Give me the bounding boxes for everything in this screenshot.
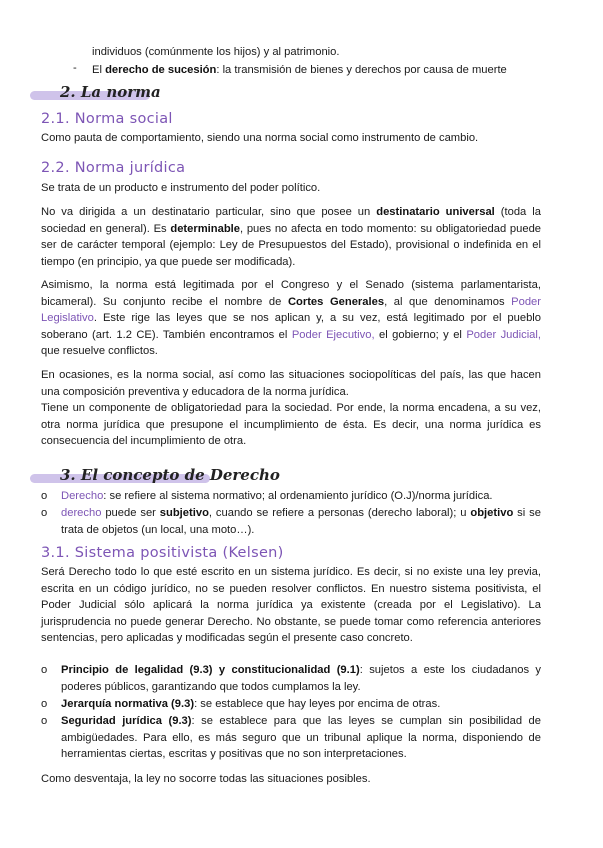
bullet-mark: o — [41, 507, 48, 519]
sucesion-item: El derecho de sucesión: la transmisión de bienes y derechos por causa de muerte — [92, 64, 507, 76]
paragraph-positivista: Será Derecho todo lo que esté escrito en un sistema jurídico. Es decir, si no existe una ley previa, escrita en un código jurídico, no se pueden resolver conflictos. En nuestro sistema positivista, el Poder Judicial sólo aplicará la norma jurídica ya existente (creada por el Legislativo). La jurisprudencia no puede generar Derecho. No obstante, se puede tomar como referencia anteriores sentencias, pero aplicadas y modificadas según el presente caso concreto. — [41, 566, 541, 645]
bullet-mark: o — [41, 664, 48, 676]
continuation-line: individuos (comúnmente los hijos) y al patrimonio. — [92, 46, 340, 58]
bullet-derecho: o Derecho: se refiere al sistema normativo; al ordenamiento jurídico (O.J)/norma jurídica. — [41, 488, 541, 505]
paragraph-norma-social: Como pauta de comportamiento, siendo una norma social como instrumento de cambio. — [41, 132, 479, 144]
paragraph-destinatario: No va dirigida a un destinatario particular, sino que posee un destinatario universal (toda la sociedad en general). Es determinable, pues no afecta en todo momento: su obligatoriedad puede ser de carácter temporal (ejemplo: Ley de Presupuestos del Estado), provisional o indefinida en el tiempo (en principio, ya que puede ser modificada). — [41, 206, 542, 268]
bullet-mark: o — [41, 490, 48, 502]
subheading-3-1: 3.1. Sistema positivista (Kelsen) — [41, 545, 284, 561]
dash-bullet: - — [73, 62, 77, 74]
bullet-mark: o — [41, 698, 48, 710]
subheading-2-1: 2.1. Norma social — [41, 111, 173, 127]
poder-legislativo: Poder Legislativo — [41, 295, 541, 325]
paragraph-intro: Se trata de un producto e instrumento del poder político. — [41, 182, 321, 194]
principle-legalidad: o Principio de legalidad (9.3) y constitucionalidad (9.1): sujetos a este los ciudadanos y poderes públicos, garantizando que todos cumplamos la ley. — [41, 664, 541, 693]
poder-ejecutivo: Poder Ejecutivo, — [291, 328, 375, 341]
bullet-derecho-subjetivo: o derecho puede ser subjetivo, cuando se refiere a personas (derecho laboral); u objetivo si se trata de objetos (un local, una moto…). — [41, 507, 541, 536]
paragraph-obligatoriedad: Tiene un componente de obligatoriedad para la sociedad. Por ende, la norma encadena, a su vez, otra norma jurídica que presupone el incumplimiento de ésta. Es decir, una norma jurídica es consecuencia del incumplimiento de otra. — [41, 402, 541, 448]
principle-seguridad: o Seguridad jurídica (9.3): se establece para que las leyes se cumplan sin posibilidad de ambigüedades. Para ello, es más seguro que un tribunal aplique la norma, disponiendo de herramientas ciertas, escritas y positivas que no son interpretaciones. — [41, 715, 541, 761]
poder-judicial: Poder Judicial, — [466, 328, 541, 341]
paragraph-poderes: Asimismo, la norma está legitimada por el Congreso y el Senado (sistema parlamentarista, bicameral). Su conjunto recibe el nombre de Cortes Generales, al que denominamos Poder Legislativo. Este rige las leyes que se nos aplican y, a su vez, está legitimado por el pueblo soberano (art. 1.2 CE). También encontramos el Poder Ejecutivo, el gobierno; y el Poder Judicial, que resuelve conflictos. — [41, 279, 541, 358]
heading-text: 3. El concepto de Derecho — [60, 466, 280, 484]
paragraph-ocasiones: En ocasiones, es la norma social, así como las situaciones sociopolíticas del país, las que hacen una composición preventiva y educadora de la norma jurídica. — [41, 369, 541, 398]
paragraph-desventaja: Como desventaja, la ley no socorre todas las situaciones posibles. — [41, 773, 371, 785]
bullet-mark: o — [41, 715, 48, 727]
heading-text: 2. La norma — [60, 83, 161, 101]
subheading-2-2: 2.2. Norma jurídica — [41, 160, 186, 176]
principle-jerarquia: o Jerarquía normativa (9.3): se establece que hay leyes por encima de otras. — [41, 696, 541, 713]
